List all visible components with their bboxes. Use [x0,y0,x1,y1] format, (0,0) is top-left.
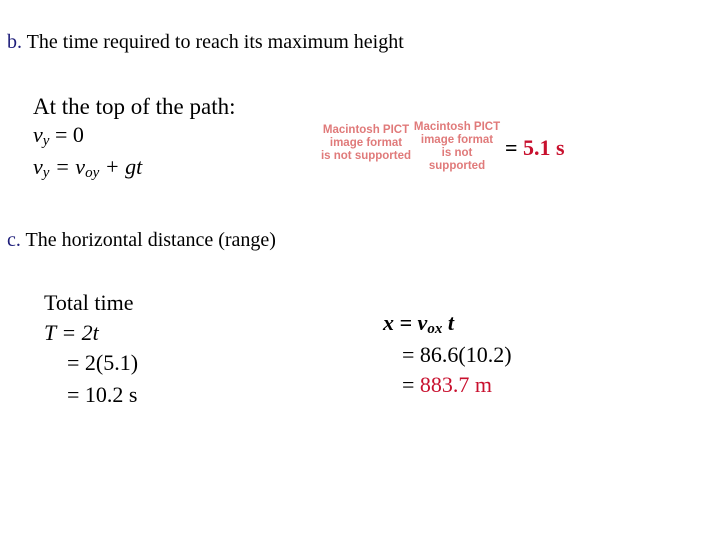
pict-placeholder-2 [412,121,502,173]
pict-line-2: image format [329,137,403,149]
range-formula-x: x = v [383,310,428,335]
equation-rest: = 0 [49,122,84,147]
range-result [402,371,492,399]
velocity-subscript: y [42,165,50,181]
pict-line-1: Macintosh PICT [413,121,501,133]
velocity-symbol: v [33,122,43,147]
part-b-heading [7,30,404,54]
total-time-heading: Total time [44,290,134,315]
range-result-value: 883.7 m [419,372,493,397]
total-time-substitution: = 2(5.1) [67,350,139,375]
equation-rest: + gt [99,154,143,179]
total-time-formula: T = 2t [44,320,99,345]
range-formula-t: t [442,310,454,335]
range-substitution: = 86.6(10.2) [402,342,512,367]
velocity-subscript: y [42,133,50,149]
pict-line-1: Macintosh PICT [322,124,410,136]
part-c-title: The horizontal distance (range) [25,229,276,251]
pict-line-2: image format [420,134,494,146]
time-result [505,134,565,162]
pict-placeholder-1 [316,124,416,163]
range-formula [383,309,454,337]
vy-kinematic-equation [33,153,142,181]
part-b-title: The time required to reach its maximum height [26,31,404,53]
result-prefix: = [505,135,524,160]
initial-velocity-subscript: oy [85,165,100,181]
velocity-symbol: v [33,154,43,179]
vy-zero-equation [33,121,84,149]
pict-line-3: is not supported [320,150,412,162]
equation-middle: = v [49,154,86,179]
part-b-letter: b. [7,31,22,53]
total-time-result: = 10.2 s [67,382,138,407]
part-c-letter: c. [7,229,21,251]
range-formula-subscript: ox [427,321,443,337]
pict-line-3: is not supported [428,147,486,172]
top-of-path-heading: At the top of the path: [33,94,236,119]
range-result-prefix: = [402,372,420,397]
result-value: 5.1 s [523,135,565,160]
part-c-heading [7,228,276,252]
